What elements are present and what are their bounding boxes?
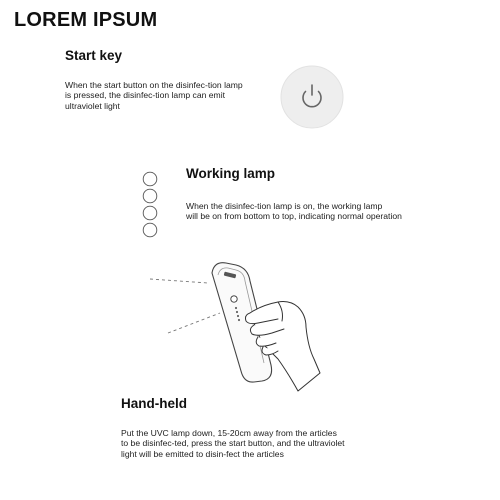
lamp-indicator <box>143 189 157 203</box>
hand-held-heading: Hand-held <box>121 396 187 411</box>
hand-held-description <box>121 428 421 459</box>
working-lamp-description <box>186 201 486 222</box>
uv-light-rays <box>150 279 220 333</box>
lamp-indicator <box>143 206 157 220</box>
working-lamp-indicators <box>141 171 161 239</box>
start-key-heading: Start key <box>65 48 123 63</box>
handheld-lamp-illustration <box>138 255 338 395</box>
start-key-line: ultraviolet light <box>65 100 120 111</box>
working-lamp-line: When the disinfec-tion lamp is on, the working lamp <box>186 201 383 211</box>
brand-title: LOREM IPSUM <box>14 9 158 31</box>
start-key-line: When the start button on the disinfec-tion lamp <box>65 80 243 90</box>
power-button-illustration <box>279 64 345 130</box>
power-button-disc <box>281 66 343 128</box>
hand-held-line: light will be emitted to disin-fect the articles <box>121 448 284 459</box>
device-power-icon <box>231 296 237 302</box>
hand-held-line: to be disinfec-ted, press the start button, and the ultraviolet <box>121 438 345 449</box>
working-lamp-line: will be on from bottom to top, indicating normal operation <box>186 211 402 222</box>
start-key-description <box>65 80 285 111</box>
start-key-line: is pressed, the disinfec-tion lamp can emit <box>65 90 226 101</box>
working-lamp-heading: Working lamp <box>186 166 276 181</box>
hand-held-line: Put the UVC lamp down, 15-20cm away from the articles <box>121 428 337 438</box>
lamp-indicator <box>143 223 157 237</box>
lamp-indicator <box>143 172 157 186</box>
